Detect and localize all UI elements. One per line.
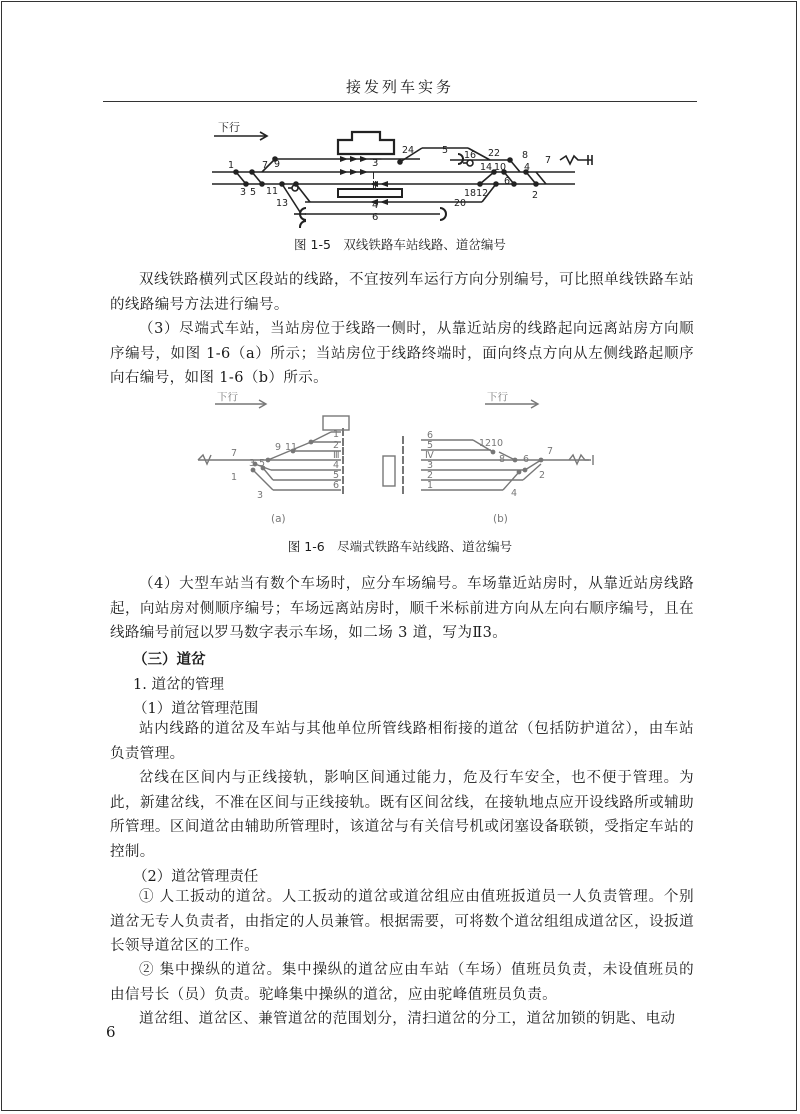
track-label-3: 3 bbox=[372, 158, 379, 169]
switch-label: 8 bbox=[522, 150, 529, 161]
switch-label: 14 bbox=[480, 162, 493, 173]
paragraph: 站内线路的道岔及车站与其他单位所管线路相衔接的道岔（包括防护道岔），由车站负责管理。 bbox=[110, 721, 694, 762]
paragraph: ② 集中操纵的道岔。集中操纵的道岔应由车站（车场）值班员负责，未设值班员的由信号长（员）负责。驼峰集中操纵的道岔，应由驼峰值班员负责。 bbox=[110, 962, 694, 1003]
switch-label: 10 bbox=[494, 162, 507, 173]
paragraph: （3）尽端式车站，当站房位于线路一侧时，从靠近站房的线路起向远离站房方向顺序编号，如图 1-6（a）所示；当站房位于线路终端时，面向终点方向从左侧线路起顺序向右编号，如图 1-6（b）所示。 bbox=[110, 321, 694, 386]
switch-label: 5 bbox=[250, 187, 257, 198]
paragraph: 道岔组、道岔区、兼管道岔的范围划分，清扫道岔的分工，道岔加锁的钥匙、电动 bbox=[139, 1011, 676, 1027]
switch-label: 6 bbox=[523, 454, 530, 465]
track-label: 3 bbox=[427, 460, 434, 471]
switch-label: 24 bbox=[402, 145, 415, 156]
switch-label: 16 bbox=[464, 150, 477, 161]
figure-1-5-caption: 图 1-5 双线铁路车站线路、道岔编号 bbox=[294, 237, 506, 252]
switch-label: 4 bbox=[524, 162, 531, 173]
subsubsection-heading: （2）道岔管理责任 bbox=[133, 869, 259, 885]
track-label: 2 bbox=[333, 440, 340, 451]
switch-label: 7 bbox=[262, 160, 269, 171]
track-label: 6 bbox=[333, 480, 340, 491]
switch-label: 9 bbox=[274, 159, 281, 170]
running-title: 接发列车实务 bbox=[345, 78, 454, 96]
track-label-II: Ⅱ bbox=[372, 180, 377, 191]
track-label: 5 bbox=[427, 440, 434, 451]
track-label: 4 bbox=[333, 460, 340, 471]
switch-label: 8 bbox=[499, 454, 506, 465]
direction-label: 下行 bbox=[218, 121, 240, 134]
switch-label: 13 bbox=[276, 198, 289, 209]
switch-label: 12 bbox=[479, 438, 492, 449]
page-number: 6 bbox=[106, 1023, 116, 1041]
subfigure-label-b: (b) bbox=[493, 513, 508, 525]
switch-label: 3 bbox=[240, 187, 247, 198]
switch-label: 1 bbox=[231, 472, 238, 483]
subfigure-label-a: (a) bbox=[271, 513, 286, 525]
switch-label: 1812 bbox=[464, 188, 489, 199]
double-track-station-diagram bbox=[200, 118, 600, 228]
switch-label: 22 bbox=[488, 148, 501, 159]
paragraph: ① 人工扳动的道岔。人工扳动的道岔或道岔组应由值班扳道员一人负责管理。个别道岔无专人负责者，由指定的人员兼管。根据需要，可将数个道岔组组成道岔区，设扳道长领导道岔区的工作。 bbox=[110, 889, 694, 954]
track-label: 5 bbox=[333, 470, 340, 481]
track-label: Ⅳ bbox=[425, 450, 434, 461]
switch-label: 7 bbox=[547, 446, 554, 457]
switch-label: 20 bbox=[454, 198, 467, 209]
track-end-marker-20 bbox=[440, 208, 446, 220]
switch-label: 5 bbox=[442, 145, 449, 156]
paragraph: （4）大型车站当有数个车场时，应分车场编号。车场靠近站房时，从靠近站房线路起，向站房对侧顺序编号；车场远离站房时，顺千米标前进方向从左向右顺序编号，且在线路编号前冠以罗马数字表示车场，如二场 3 道，写为Ⅱ3。 bbox=[110, 576, 694, 641]
switch-label: 6 bbox=[504, 176, 511, 187]
switch-label: 7 bbox=[231, 448, 238, 459]
figure-1-6-diagram bbox=[193, 392, 605, 530]
direction-label-a: 下行 bbox=[217, 392, 238, 403]
header-rule bbox=[103, 101, 697, 102]
track-label-6: 6 bbox=[372, 212, 379, 223]
track-label: 1 bbox=[427, 480, 434, 491]
track-label: 1 bbox=[333, 429, 340, 440]
subsubsection-heading: （1）道岔管理范围 bbox=[133, 701, 259, 717]
track-label: 6 bbox=[427, 430, 434, 441]
paragraph: 双线铁路横列式区段站的线路，不宜按列车运行方向分别编号，可比照单线铁路车站的线路编号方法进行编号。 bbox=[110, 272, 694, 313]
switch-label: 9 bbox=[275, 442, 282, 453]
switch-label: 3 bbox=[249, 458, 256, 469]
paragraph: 岔线在区间内与正线接轨，影响区间通过能力，危及行车安全，也不便于管理。为此，新建岔线，不准在区间与正线接轨。既有区间岔线，在接轨地点应开设线路所或辅助所管理。区间道岔由辅助所管理时，该道岔与有关信号机或闭塞设备联锁，受指定车站的控制。 bbox=[110, 770, 694, 860]
subsection-heading: 1. 道岔的管理 bbox=[133, 677, 224, 693]
track-label-I: Ⅰ bbox=[372, 171, 375, 182]
switch-label: 4 bbox=[511, 488, 518, 499]
switch-label: 11 bbox=[285, 442, 298, 453]
switch-label: 5 bbox=[259, 458, 266, 469]
figure-1-5-diagram bbox=[200, 118, 600, 228]
switch-label: 7 bbox=[545, 155, 552, 166]
track-label: 2 bbox=[427, 470, 434, 481]
switch-label: 10 bbox=[491, 438, 504, 449]
figure-1-6-caption: 图 1-6 尽端式铁路车站线路、道岔编号 bbox=[287, 539, 513, 554]
switch-label: 11 bbox=[266, 186, 279, 197]
switch-label: 2 bbox=[532, 190, 539, 201]
switch-label: 3 bbox=[257, 490, 264, 501]
track-label: Ⅲ bbox=[333, 450, 340, 461]
switch-label: 1 bbox=[228, 160, 235, 171]
track-label-4: 4 bbox=[372, 200, 379, 211]
section-heading: （三）道岔 bbox=[133, 652, 206, 668]
direction-label-b: 下行 bbox=[487, 392, 508, 403]
terminal-station-diagram bbox=[193, 392, 605, 530]
switch-label: 2 bbox=[539, 470, 546, 481]
